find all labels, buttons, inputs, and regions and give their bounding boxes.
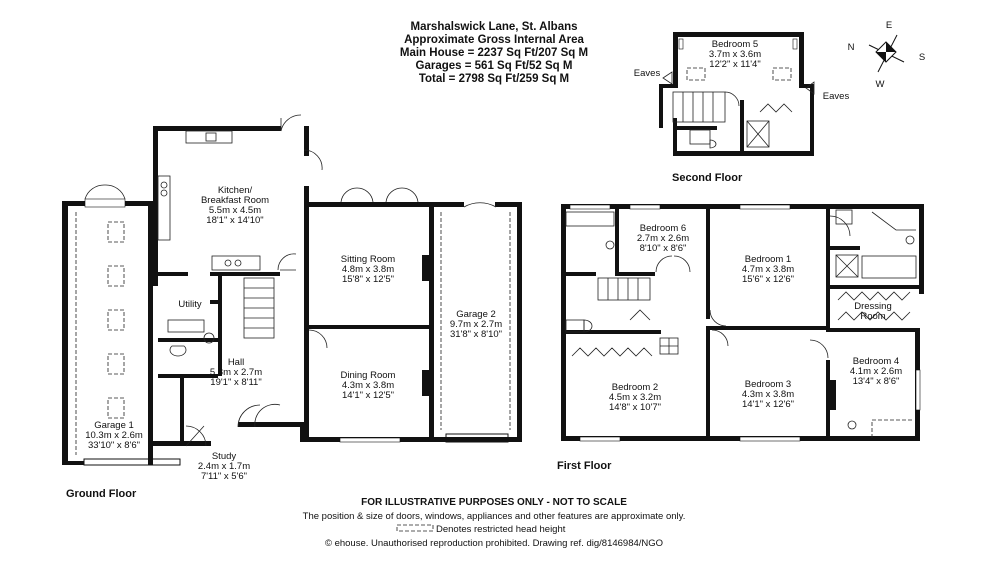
eaves-right: Eaves: [822, 91, 850, 102]
study-name: Study: [211, 451, 237, 462]
bedroom3-metric: 4.3m x 3.8m: [741, 389, 795, 400]
study-imperial: 7'11" x 5'6": [200, 471, 248, 482]
second-floor-title: Second Floor: [672, 172, 743, 184]
dressing-name-2: Room: [860, 311, 886, 322]
bedroom3-imperial: 14'1" x 12'6": [741, 399, 795, 410]
compass-s: S: [918, 52, 926, 63]
bedroom1-metric: 4.7m x 3.8m: [741, 264, 795, 275]
kitchen-name: Kitchen/: [217, 185, 253, 196]
bedroom6-metric: 2.7m x 2.6m: [636, 233, 690, 244]
bedroom1-imperial: 15'6" x 12'6": [741, 274, 795, 285]
bedroom4-metric: 4.1m x 2.6m: [849, 366, 903, 377]
kitchen-imperial: 18'1" x 14'10": [206, 215, 264, 226]
compass-w: W: [875, 79, 885, 90]
compass-e: E: [885, 20, 893, 31]
dining-imperial: 14'1" x 12'5": [341, 390, 395, 401]
approximate-note: The position & size of doors, windows, appliances and other features are approximate only.: [302, 511, 686, 522]
dining-name: Dining Room: [340, 370, 396, 381]
kitchen-name-2: Breakfast Room: [200, 195, 270, 206]
bedroom5-metric: 3.7m x 3.6m: [708, 49, 762, 60]
garages-area: Garages = 561 Sq Ft/52 Sq M: [415, 60, 573, 72]
garage2-imperial: 31'8" x 8'10": [449, 329, 503, 340]
ground-floor-labels: [66, 185, 502, 500]
area-header: [400, 21, 588, 85]
garage2-metric: 9.7m x 2.7m: [449, 319, 503, 330]
restricted-height-legend: Denotes restricted head height: [436, 524, 566, 535]
first-floor-title: First Floor: [557, 460, 612, 472]
compass-icon: [848, 20, 926, 90]
garage2-name: Garage 2: [456, 309, 496, 320]
disclaimer: FOR ILLUSTRATIVE PURPOSES ONLY - NOT TO SCALE: [361, 497, 627, 508]
hall-name: Hall: [227, 357, 245, 368]
first-floor-labels: [557, 223, 902, 472]
bedroom2-name: Bedroom 2: [611, 382, 659, 393]
kitchen-metric: 5.5m x 4.5m: [208, 205, 262, 216]
area-title: Approximate Gross Internal Area: [404, 34, 584, 46]
sitting-imperial: 15'8" x 12'5": [341, 274, 395, 285]
bedroom4-imperial: 13'4" x 8'6": [852, 376, 900, 387]
garage1-name: Garage 1: [94, 420, 134, 431]
bedroom5-imperial: 12'2" x 11'4": [709, 59, 761, 70]
copyright: © ehouse. Unauthorised reproduction prohibited. Drawing ref. dig/8146984/NGO: [324, 538, 664, 549]
sitting-metric: 4.8m x 3.8m: [341, 264, 395, 275]
bedroom1-name: Bedroom 1: [744, 254, 792, 265]
bedroom6-imperial: 8'10" x 8'6": [639, 243, 687, 254]
ground-floor-plan: [62, 115, 522, 465]
bedroom2-metric: 4.5m x 3.2m: [608, 392, 662, 403]
bedroom2-imperial: 14'8" x 10'7": [608, 402, 662, 413]
dining-metric: 4.3m x 3.8m: [341, 380, 395, 391]
sitting-name: Sitting Room: [340, 254, 396, 265]
footer: [303, 497, 686, 549]
hall-imperial: 19'1" x 8'11": [210, 377, 262, 388]
utility-name: Utility: [178, 299, 202, 310]
bedroom3-name: Bedroom 3: [744, 379, 792, 390]
compass-n: N: [847, 42, 855, 53]
address: Marshalswick Lane, St. Albans: [410, 21, 578, 33]
study-metric: 2.4m x 1.7m: [197, 461, 251, 472]
garage1-imperial: 33'10" x 8'6": [87, 440, 141, 451]
hall-metric: 5.8m x 2.7m: [209, 367, 263, 378]
restricted-height-legend-icon: [397, 525, 433, 531]
dressing-name: Dressing: [854, 301, 892, 312]
total-area: Total = 2798 Sq Ft/259 Sq M: [418, 73, 570, 85]
main-house-area: Main House = 2237 Sq Ft/207 Sq M: [399, 47, 589, 59]
garage1-metric: 10.3m x 2.6m: [85, 430, 143, 441]
bedroom5-name: Bedroom 5: [711, 39, 759, 50]
bedroom6-name: Bedroom 6: [639, 223, 687, 234]
eaves-left: Eaves: [633, 68, 661, 79]
bedroom4-name: Bedroom 4: [852, 356, 900, 367]
ground-floor-title: Ground Floor: [66, 488, 137, 500]
